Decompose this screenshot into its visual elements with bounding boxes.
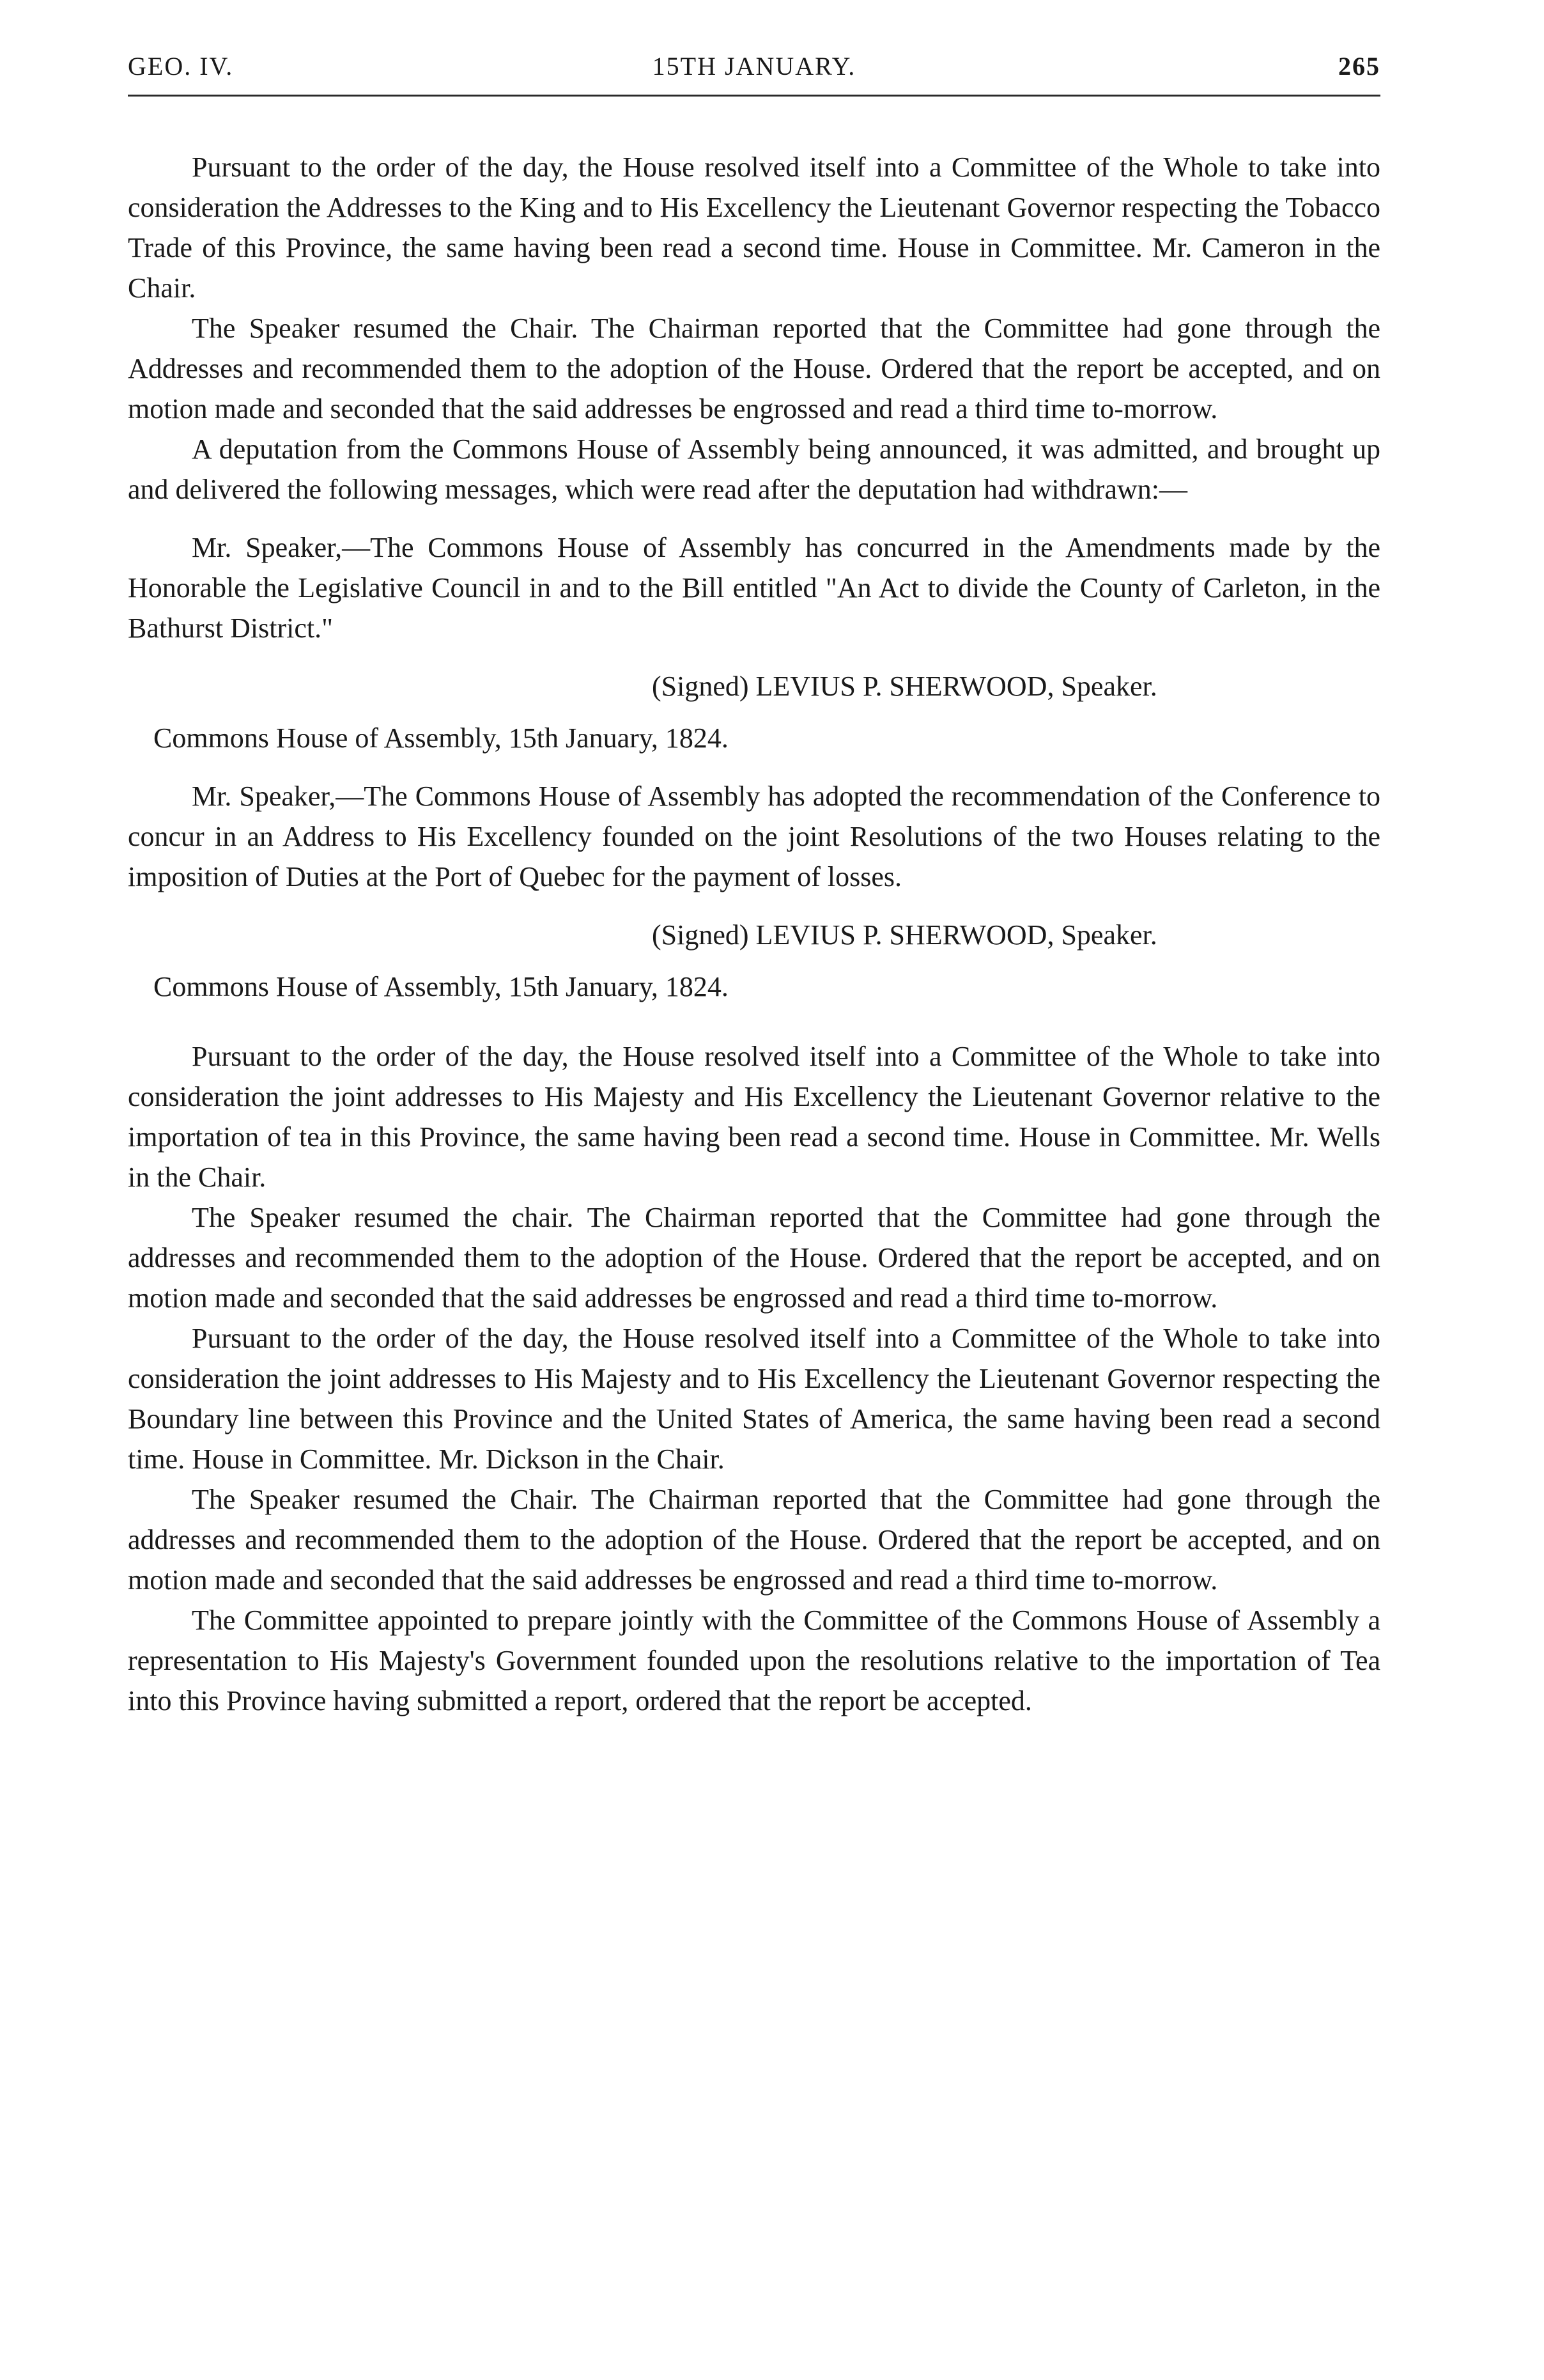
header-rule <box>128 95 1380 97</box>
paragraph-tea-committee: Pursuant to the order of the day, the House resolved itself into a Committee of the Whole to take into consideration the joint addresses to His Majesty and His Excellency the Lieutenant Governor relative to the importation of tea in this Province, the same having been read a second time. House in Committee. Mr. Wells in the Chair. <box>128 1041 1380 1193</box>
assembly-dateline: Commons House of Assembly, 15th January, 1824. <box>153 971 729 1002</box>
paragraph-tea-report: The Speaker resumed the chair. The Chairman reported that the Committee had gone through the addresses and recommended them to the adoption of the House. Ordered that the report be accepted, and on motion made and seconded that the said addresses be engrossed and read a third time to-morrow. <box>128 1202 1380 1314</box>
paragraph-tea-representation: The Committee appointed to prepare jointly with the Committee of the Commons House of Assembly a representation to His Majesty's Government founded upon the resolutions relative to the importation of Tea into this Province having submitted a report, ordered that the report be accepted. <box>128 1605 1380 1716</box>
paragraph-tobacco-committee: Pursuant to the order of the day, the House resolved itself into a Committee of the Whole to take into consideration the Addresses to the King and to His Excellency the Lieutenant Governor respecting the Tobacco Trade of this Province, the same having been read a second time. House in Committee. Mr. Cameron in the Chair. <box>128 152 1380 304</box>
paragraph-boundary-report: The Speaker resumed the Chair. The Chairman reported that the Committee had gone through the addresses and recommended them to the adoption of the House. Ordered that the report be accepted, and on motion made and seconded that the said addresses be engrossed and read a third time to-morrow. <box>128 1484 1380 1596</box>
journal-page <box>128 0 1380 2380</box>
header-date: 15TH JANUARY. <box>652 52 856 81</box>
signature-line: (Signed) LEVIUS P. SHERWOOD, Speaker. <box>652 919 1157 951</box>
paragraph-deputation: A deputation from the Commons House of Assembly being announced, it was admitted, and brought up and delivered the following messages, which were read after the deputation had withdrawn:— <box>128 433 1380 505</box>
header-reign: GEO. IV. <box>128 52 234 81</box>
message-carleton-bill: Mr. Speaker,—The Commons House of Assembly has concurred in the Amendments made by the Honorable the Legislative Council in and to the Bill entitled "An Act to divide the County of Carleton, in the Bathurst District." <box>128 532 1380 644</box>
page-body <box>128 147 1380 1721</box>
paragraph-tobacco-report: The Speaker resumed the Chair. The Chairman reported that the Committee had gone through the Addresses and recommended them to the adoption of the House. Ordered that the report be accepted, and on motion made and seconded that the said addresses be engrossed and read a third time to-morrow. <box>128 313 1380 424</box>
running-header <box>128 51 1380 89</box>
page-number: 265 <box>1338 52 1380 81</box>
assembly-dateline: Commons House of Assembly, 15th January, 1824. <box>153 722 729 754</box>
signature-line: (Signed) LEVIUS P. SHERWOOD, Speaker. <box>652 671 1157 702</box>
message-quebec-duties: Mr. Speaker,—The Commons House of Assembly has adopted the recommendation of the Conference to concur in an Address to His Excellency founded on the joint Resolutions of the two Houses relating to the imposition of Duties at the Port of Quebec for the payment of losses. <box>128 781 1380 892</box>
paragraph-boundary-committee: Pursuant to the order of the day, the House resolved itself into a Committee of the Whole to take into consideration the joint addresses to His Majesty and to His Excellency the Lieutenant Governor respecting the Boundary line between this Province and the United States of America, the same having been read a second time. House in Committee. Mr. Dickson in the Chair. <box>128 1323 1380 1475</box>
